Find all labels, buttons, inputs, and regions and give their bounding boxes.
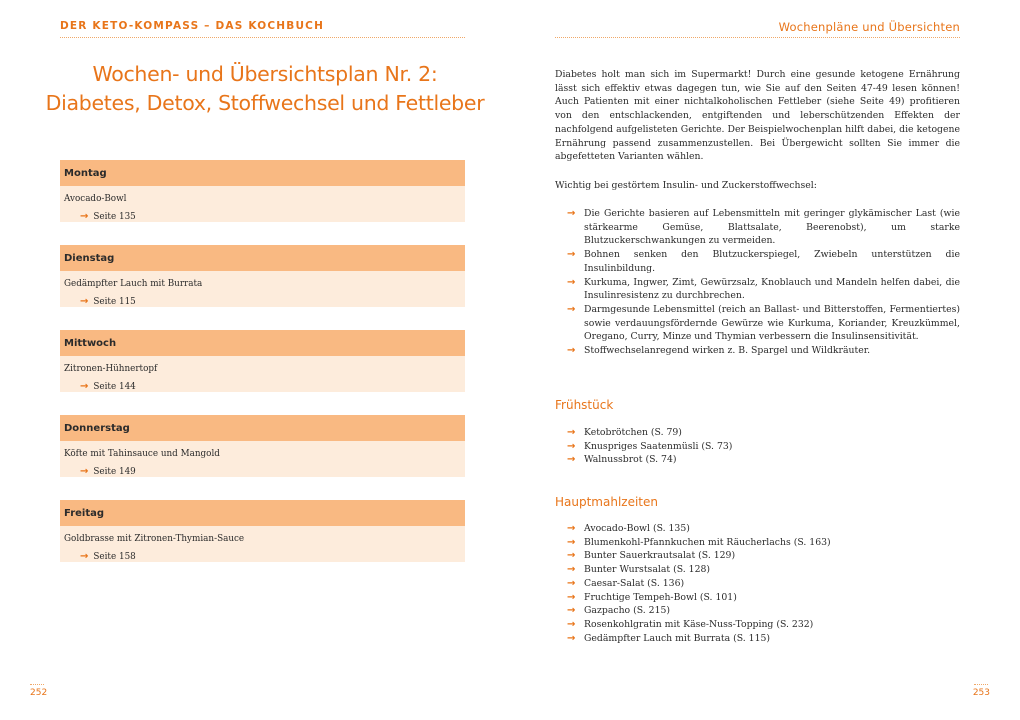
arrow-right-icon: → bbox=[567, 618, 576, 630]
list-item-text: Gedämpfter Lauch mit Burrata (S. 115) bbox=[584, 632, 771, 644]
dish-name: Gedämpfter Lauch mit Burrata bbox=[64, 279, 203, 289]
list-item-text: Caesar-Salat (S. 136) bbox=[584, 577, 685, 589]
page-ref-text: Seite 158 bbox=[93, 552, 136, 562]
list-item bbox=[567, 522, 960, 536]
dish-name: Köfte mit Tahinsauce und Mangold bbox=[64, 449, 220, 459]
day-content bbox=[60, 356, 465, 392]
list-item-text: Knuspriges Saatenmüsli (S. 73) bbox=[584, 440, 733, 452]
bullet-list-heading: Wichtig bei gestörtem Insulin- und Zuckerstoffwechsel: bbox=[555, 180, 817, 191]
folio-divider-left bbox=[30, 684, 44, 685]
list-item bbox=[567, 344, 960, 358]
arrow-right-icon: → bbox=[567, 276, 576, 288]
day-content bbox=[60, 441, 465, 477]
list-item bbox=[567, 440, 960, 454]
day-content bbox=[60, 526, 465, 562]
list-item bbox=[567, 303, 960, 344]
list-item bbox=[567, 207, 960, 248]
arrow-right-icon: → bbox=[567, 591, 576, 603]
page-ref-text: Seite 115 bbox=[93, 297, 136, 307]
folio-divider-right bbox=[974, 684, 988, 685]
arrow-right-icon: → bbox=[567, 345, 576, 357]
list-item bbox=[567, 618, 960, 632]
page-number-right: 253 bbox=[972, 688, 990, 698]
list-item-text: Fruchtige Tempeh-Bowl (S. 101) bbox=[584, 591, 737, 603]
arrow-right-icon: → bbox=[80, 551, 89, 562]
header-divider-right bbox=[555, 37, 960, 38]
day-label: Montag bbox=[60, 160, 465, 186]
header-divider-left bbox=[60, 37, 465, 38]
arrow-right-icon: → bbox=[567, 440, 576, 452]
list-item bbox=[567, 549, 960, 563]
day-block-friday bbox=[60, 500, 465, 562]
section-title-mains: Hauptmahlzeiten bbox=[555, 495, 658, 509]
list-item-text: Bunter Wurstsalat (S. 128) bbox=[584, 564, 711, 576]
right-page bbox=[510, 0, 1020, 720]
arrow-right-icon: → bbox=[80, 296, 89, 307]
arrow-right-icon: → bbox=[567, 454, 576, 466]
list-item-text: Gazpacho (S. 215) bbox=[584, 605, 671, 617]
tips-list bbox=[567, 207, 960, 358]
page-ref-text: Seite 144 bbox=[93, 382, 136, 392]
page-title bbox=[40, 60, 490, 118]
page-reference bbox=[64, 548, 465, 566]
arrow-right-icon: → bbox=[567, 564, 576, 576]
day-block-tuesday bbox=[60, 245, 465, 307]
list-item bbox=[567, 248, 960, 275]
page-reference bbox=[64, 293, 465, 311]
page-reference bbox=[64, 208, 465, 226]
day-content bbox=[60, 186, 465, 222]
list-item bbox=[567, 563, 960, 577]
day-label: Dienstag bbox=[60, 245, 465, 271]
day-content bbox=[60, 271, 465, 307]
arrow-right-icon: → bbox=[80, 211, 89, 222]
intro-paragraph: Diabetes holt man sich im Supermarkt! Durch eine gesunde ketogene Ernährung lässt sich effektiv etwas dagegen tun, wie Sie auf den Seiten 47-49 lesen können! Auch Patienten mit einer nichtalkoholischen Fettleber (siehe Seite 49) profitieren von den entschlackenden, entgiftenden und leberschützenden Effekten der nachfolgend aufgelisteten Gerichte. Der Beispielwochenplan hilft dabei, die ketogene Ernährung passend zusammenzustellen. Bei Übergewicht sollten Sie immer die abgefetteten Varianten wählen. bbox=[555, 69, 960, 163]
list-item bbox=[567, 591, 960, 605]
list-item-text: Die Gerichte basieren auf Lebensmitteln mit geringer glykämischer Last (wie stärkearme Gemüse, Blattsalate, Beerenobst), um starke Blutzuckerschwankungen zu vermeiden. bbox=[584, 208, 960, 247]
list-item bbox=[567, 536, 960, 550]
mains-list bbox=[567, 522, 960, 645]
day-label: Donnerstag bbox=[60, 415, 465, 441]
page-ref-text: Seite 135 bbox=[93, 212, 136, 222]
page-reference bbox=[64, 463, 465, 481]
list-item bbox=[567, 632, 960, 646]
weekly-plan bbox=[60, 160, 465, 585]
list-item-text: Blumenkohl-Pfannkuchen mit Räucherlachs (S. 163) bbox=[584, 536, 831, 548]
arrow-right-icon: → bbox=[567, 577, 576, 589]
list-item-text: Bohnen senken den Blutzuckerspiegel, Zwiebeln unterstützen die Insulinbildung. bbox=[584, 249, 960, 274]
dish-name: Goldbrasse mit Zitronen-Thymian-Sauce bbox=[64, 534, 245, 544]
arrow-right-icon: → bbox=[567, 208, 576, 219]
list-item-text: Avocado-Bowl (S. 135) bbox=[584, 523, 690, 534]
list-item-text: Bunter Sauerkrautsalat (S. 129) bbox=[584, 550, 736, 562]
arrow-right-icon: → bbox=[567, 605, 576, 617]
list-item-text: Rosenkohlgratin mit Käse-Nuss-Topping (S. 232) bbox=[584, 618, 814, 630]
dish-name: Avocado-Bowl bbox=[64, 194, 127, 204]
title-line-2: Diabetes, Detox, Stoffwechsel und Fettleber bbox=[45, 91, 485, 115]
day-block-monday bbox=[60, 160, 465, 222]
list-item bbox=[567, 276, 960, 303]
day-block-thursday bbox=[60, 415, 465, 477]
breakfast-list bbox=[567, 426, 960, 467]
arrow-right-icon: → bbox=[567, 303, 576, 315]
list-item bbox=[567, 426, 960, 440]
list-item-text: Darmgesunde Lebensmittel (reich an Ballast- und Bitterstoffen, Fermentiertes) sowie verdauungsfördernde Gewürze wie Kurkuma, Koriander, Kreuzkümmel, Oregano, Curry, Minze und Thymian verbessern die Insulinsensitivität. bbox=[584, 303, 960, 343]
title-line-1: Wochen- und Übersichtsplan Nr. 2: bbox=[92, 62, 438, 86]
list-item-text: Stoffwechselanregend wirken z. B. Spargel und Wildkräuter. bbox=[584, 345, 871, 357]
page-ref-text: Seite 149 bbox=[93, 467, 136, 477]
page-number-left: 252 bbox=[30, 688, 48, 698]
arrow-right-icon: → bbox=[567, 632, 576, 644]
running-head-left: DER KETO-KOMPASS – DAS KOCHBUCH bbox=[60, 20, 325, 32]
arrow-right-icon: → bbox=[567, 550, 576, 562]
arrow-right-icon: → bbox=[567, 523, 576, 534]
section-title-breakfast: Frühstück bbox=[555, 398, 614, 412]
list-item-text: Walnussbrot (S. 74) bbox=[584, 454, 677, 466]
day-label: Mittwoch bbox=[60, 330, 465, 356]
list-item bbox=[567, 453, 960, 467]
list-item-text: Ketobrötchen (S. 79) bbox=[584, 427, 682, 438]
arrow-right-icon: → bbox=[567, 536, 576, 548]
arrow-right-icon: → bbox=[567, 249, 576, 261]
list-item-text: Kurkuma, Ingwer, Zimt, Gewürzsalz, Knoblauch und Mandeln helfen dabei, die Insulinresistenz zu durchbrechen. bbox=[584, 276, 960, 302]
arrow-right-icon: → bbox=[80, 466, 89, 477]
page-reference bbox=[64, 378, 465, 396]
arrow-right-icon: → bbox=[80, 381, 89, 392]
day-label: Freitag bbox=[60, 500, 465, 526]
list-item bbox=[567, 604, 960, 618]
dish-name: Zitronen-Hühnertopf bbox=[64, 364, 158, 374]
day-block-wednesday bbox=[60, 330, 465, 392]
running-head-right: Wochenpläne und Übersichten bbox=[778, 20, 960, 34]
list-item bbox=[567, 577, 960, 591]
arrow-right-icon: → bbox=[567, 427, 576, 438]
